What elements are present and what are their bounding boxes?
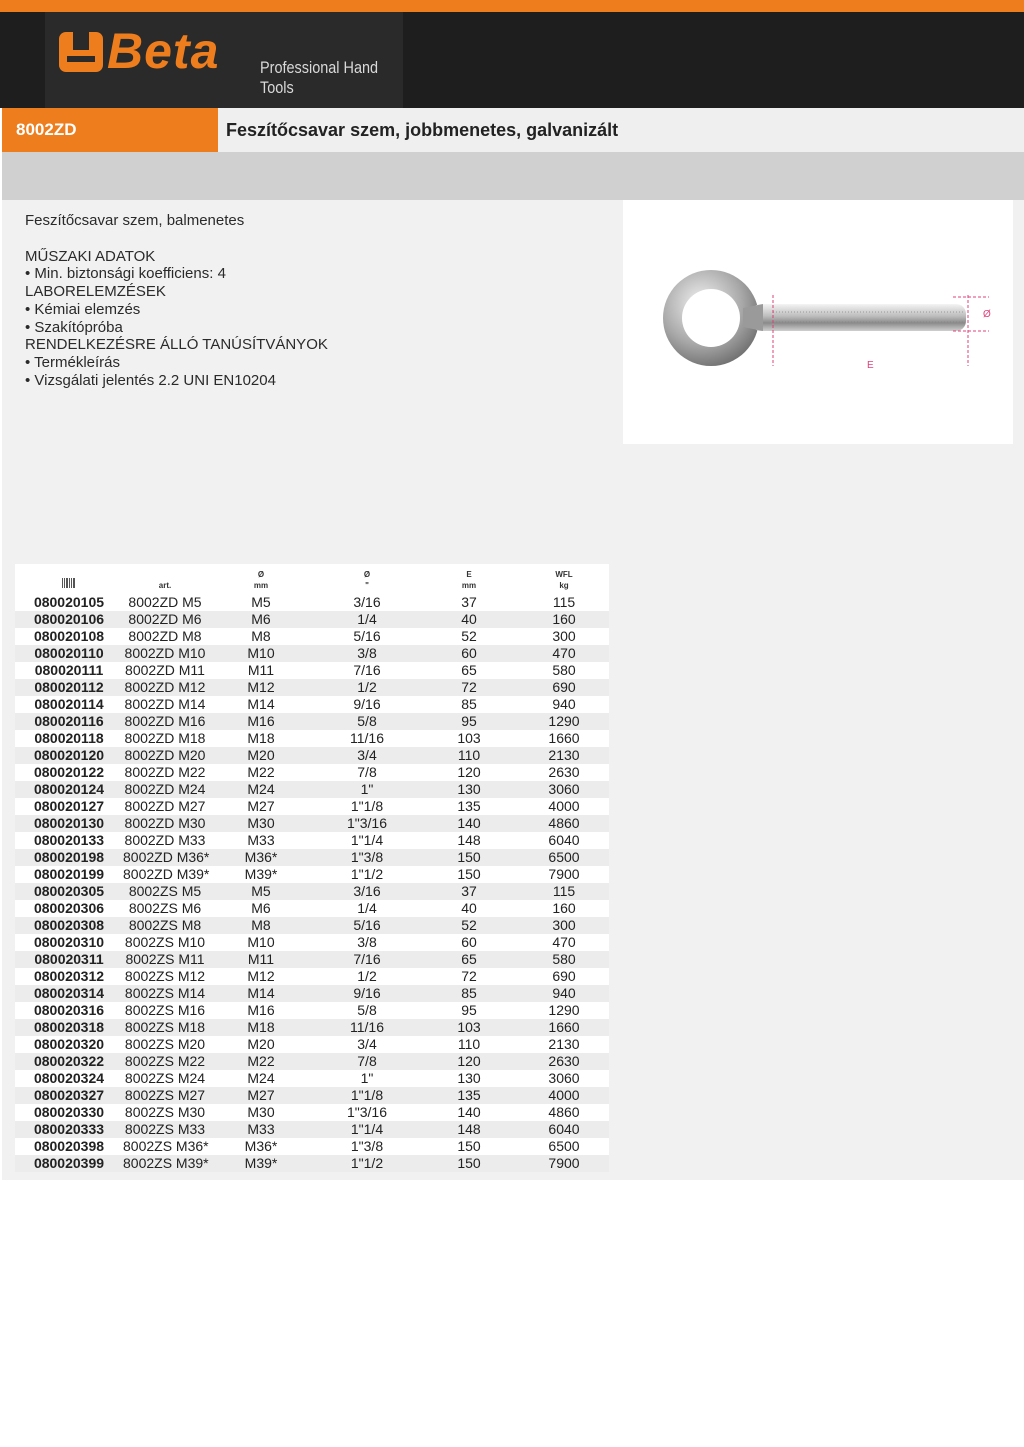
cell-diameter-mm: M12 <box>247 968 275 984</box>
cell-length: 65 <box>461 662 477 678</box>
cell-length: 37 <box>461 594 477 610</box>
cell-diameter-mm: M14 <box>247 985 275 1001</box>
cell-length: 148 <box>457 832 481 848</box>
table-row <box>15 815 609 832</box>
cell-wfl: 1660 <box>548 730 580 746</box>
cell-diameter-mm: M22 <box>247 764 275 780</box>
cell-wfl: 6040 <box>548 1121 580 1137</box>
cell-length: 148 <box>457 1121 481 1137</box>
cell-diameter-inch: 1/4 <box>357 611 377 627</box>
cell-diameter-inch: 1"1/2 <box>350 866 384 882</box>
cell-diameter-inch: 5/16 <box>353 628 381 644</box>
cell-code: 080020398 <box>33 1138 105 1154</box>
cell-code: 080020124 <box>33 781 105 797</box>
cell-wfl: 6040 <box>548 832 580 848</box>
cell-diameter-inch: 3/4 <box>357 1036 377 1052</box>
cell-article: 8002ZD M27 <box>124 798 206 814</box>
cell-article: 8002ZS M22 <box>124 1053 206 1069</box>
cell-diameter-inch: 7/16 <box>353 662 381 678</box>
cell-wfl: 1290 <box>548 713 580 729</box>
cell-wfl: 940 <box>552 696 576 712</box>
table-row <box>15 696 609 713</box>
cell-code: 080020112 <box>34 679 104 695</box>
cell-diameter-mm: M8 <box>251 917 271 933</box>
cell-diameter-inch: 5/16 <box>353 917 381 933</box>
cell-diameter-inch: 3/16 <box>353 594 381 610</box>
barcode-icon <box>62 578 76 588</box>
cell-diameter-mm: M33 <box>247 832 275 848</box>
cell-article: 8002ZD M8 <box>128 628 202 644</box>
product-code-tab <box>2 108 218 152</box>
cell-length: 37 <box>461 883 477 899</box>
cell-code: 080020308 <box>33 917 105 933</box>
table-header-row <box>15 564 609 594</box>
cell-wfl: 580 <box>552 951 576 967</box>
description-line: RENDELKEZÉSRE ÁLLÓ TANÚSÍTVÁNYOK <box>25 336 328 354</box>
cell-diameter-inch: 1"1/8 <box>350 1087 384 1103</box>
cell-article: 8002ZD M20 <box>124 747 206 763</box>
cell-wfl: 1660 <box>548 1019 580 1035</box>
cell-diameter-inch: 1" <box>360 781 374 797</box>
cell-diameter-inch: 1"1/2 <box>350 1155 384 1171</box>
cell-code: 080020310 <box>33 934 105 950</box>
cell-article: 8002ZS M10 <box>124 934 206 950</box>
cell-diameter-mm: M11 <box>247 662 275 678</box>
cell-length: 120 <box>457 1053 481 1069</box>
cell-code: 080020116 <box>34 713 104 729</box>
table-row <box>15 662 609 679</box>
cell-diameter-mm: M8 <box>251 628 271 644</box>
cell-diameter-mm: M16 <box>247 713 275 729</box>
cell-length: 60 <box>461 645 477 661</box>
header-wfl: WFL kg <box>555 570 573 590</box>
cell-diameter-inch: 9/16 <box>353 985 381 1001</box>
eye-bolt-diagram <box>623 200 1013 444</box>
cell-code: 080020118 <box>34 730 104 746</box>
cell-length: 135 <box>457 798 481 814</box>
brand-logo <box>45 12 403 108</box>
cell-diameter-inch: 7/16 <box>353 951 381 967</box>
table-row <box>15 968 609 985</box>
cell-article: 8002ZD M39* <box>123 866 210 882</box>
table-row <box>15 985 609 1002</box>
cell-wfl: 3060 <box>548 1070 580 1086</box>
table-row <box>15 628 609 645</box>
cell-article: 8002ZD M33 <box>124 832 206 848</box>
description-line: • Vizsgálati jelentés 2.2 UNI EN10204 <box>25 371 276 389</box>
cell-diameter-inch: 1/2 <box>357 968 377 984</box>
cell-diameter-mm: M5 <box>251 883 271 899</box>
cell-length: 95 <box>461 1002 477 1018</box>
cell-diameter-inch: 5/8 <box>357 1002 377 1018</box>
table-row <box>15 1053 609 1070</box>
cell-wfl: 2630 <box>548 764 580 780</box>
table-row <box>15 1155 609 1172</box>
cell-code: 080020111 <box>34 662 104 678</box>
cell-article: 8002ZD M5 <box>128 594 202 610</box>
cell-diameter-mm: M18 <box>247 1019 275 1035</box>
cell-wfl: 470 <box>552 934 576 950</box>
cell-diameter-mm: M27 <box>247 798 275 814</box>
cell-diameter-inch: 1"1/4 <box>350 1121 384 1137</box>
cell-wfl: 115 <box>552 594 576 610</box>
table-row <box>15 713 609 730</box>
description-line: • Min. biztonsági koefficiens: 4 <box>25 265 226 283</box>
cell-code: 080020127 <box>33 798 105 814</box>
header-diameter-inch: Ø " <box>363 570 371 590</box>
cell-diameter-inch: 11/16 <box>350 730 384 746</box>
cell-length: 150 <box>457 866 481 882</box>
specification-table <box>15 564 609 1172</box>
cell-diameter-inch: 1"3/16 <box>346 815 387 831</box>
cell-diameter-inch: 1" <box>360 1070 374 1086</box>
cell-diameter-inch: 7/8 <box>357 764 377 780</box>
cell-wfl: 690 <box>552 968 576 984</box>
cell-diameter-inch: 9/16 <box>353 696 381 712</box>
cell-diameter-inch: 3/8 <box>357 645 377 661</box>
cell-wfl: 160 <box>552 611 576 627</box>
cell-code: 080020320 <box>33 1036 105 1052</box>
description-line: LABORELEMZÉSEK <box>25 283 166 301</box>
cell-wfl: 580 <box>552 662 576 678</box>
cell-length: 40 <box>461 900 477 916</box>
product-code: 8002ZD <box>16 120 77 139</box>
cell-diameter-mm: M10 <box>247 934 275 950</box>
cell-code: 080020199 <box>33 866 105 882</box>
cell-length: 103 <box>457 1019 481 1035</box>
cell-article: 8002ZS M6 <box>128 900 202 916</box>
cell-code: 080020133 <box>33 832 105 848</box>
table-row <box>15 866 609 883</box>
cell-length: 40 <box>461 611 477 627</box>
cell-code: 080020312 <box>33 968 105 984</box>
cell-length: 72 <box>461 679 477 695</box>
cell-code: 080020130 <box>33 815 105 831</box>
cell-diameter-mm: M10 <box>247 645 275 661</box>
cell-wfl: 2130 <box>548 747 580 763</box>
cell-article: 8002ZS M20 <box>124 1036 206 1052</box>
cell-diameter-mm: M6 <box>251 611 271 627</box>
cell-diameter-inch: 3/8 <box>357 934 377 950</box>
cell-diameter-mm: M36* <box>244 1138 278 1154</box>
cell-length: 60 <box>461 934 477 950</box>
header-length: E mm <box>461 570 477 590</box>
cell-wfl: 470 <box>552 645 576 661</box>
cell-code: 080020114 <box>34 696 104 712</box>
cell-diameter-mm: M5 <box>251 594 271 610</box>
cell-wfl: 4000 <box>548 1087 580 1103</box>
table-row <box>15 1121 609 1138</box>
cell-article: 8002ZS M18 <box>124 1019 206 1035</box>
table-row <box>15 1002 609 1019</box>
cell-diameter-inch: 1"3/8 <box>350 1138 384 1154</box>
cell-article: 8002ZS M16 <box>124 1002 206 1018</box>
table-row <box>15 747 609 764</box>
cell-diameter-mm: M18 <box>247 730 275 746</box>
cell-article: 8002ZD M12 <box>124 679 206 695</box>
cell-article: 8002ZS M11 <box>125 951 205 967</box>
cell-diameter-mm: M20 <box>247 1036 275 1052</box>
cell-wfl: 1290 <box>548 1002 580 1018</box>
section-divider <box>2 152 1024 200</box>
cell-article: 8002ZD M6 <box>128 611 202 627</box>
cell-code: 080020105 <box>33 594 105 610</box>
cell-diameter-mm: M24 <box>247 1070 275 1086</box>
cell-diameter-inch: 11/16 <box>350 1019 384 1035</box>
cell-length: 150 <box>457 1138 481 1154</box>
cell-length: 72 <box>461 968 477 984</box>
cell-diameter-mm: M22 <box>247 1053 275 1069</box>
table-row <box>15 900 609 917</box>
cell-code: 080020122 <box>33 764 105 780</box>
cell-length: 130 <box>457 1070 481 1086</box>
cell-diameter-inch: 1"3/16 <box>346 1104 387 1120</box>
cell-length: 103 <box>457 730 481 746</box>
cell-article: 8002ZS M36* <box>123 1138 209 1154</box>
description-line: • Szakítópróba <box>25 318 123 336</box>
diameter-label: Ø <box>983 309 991 320</box>
cell-code: 080020106 <box>33 611 105 627</box>
cell-length: 65 <box>461 951 477 967</box>
cell-wfl: 2630 <box>548 1053 580 1069</box>
cell-article: 8002ZD M14 <box>124 696 206 712</box>
brand-name: Beta <box>107 23 220 79</box>
description-intro: Feszítőcsavar szem, balmenetes <box>25 212 245 229</box>
cell-length: 120 <box>457 764 481 780</box>
cell-article: 8002ZD M36* <box>123 849 210 865</box>
cell-diameter-mm: M39* <box>244 866 278 882</box>
cell-length: 150 <box>457 849 481 865</box>
description-line: • Kémiai elemzés <box>25 300 141 318</box>
cell-diameter-inch: 3/4 <box>357 747 377 763</box>
cell-wfl: 4000 <box>548 798 580 814</box>
cell-code: 080020318 <box>33 1019 105 1035</box>
header-diameter-mm: Ø mm <box>253 570 269 590</box>
cell-length: 85 <box>461 696 477 712</box>
cell-article: 8002ZD M30 <box>124 815 206 831</box>
cell-length: 130 <box>457 781 481 797</box>
cell-article: 8002ZD M18 <box>124 730 206 746</box>
cell-article: 8002ZS M33 <box>124 1121 206 1137</box>
cell-code: 080020311 <box>34 951 104 967</box>
length-label: E <box>867 360 874 371</box>
cell-article: 8002ZS M30 <box>124 1104 206 1120</box>
cell-wfl: 300 <box>552 917 576 933</box>
table-row <box>15 730 609 747</box>
cell-diameter-mm: M30 <box>247 815 275 831</box>
cell-wfl: 300 <box>552 628 576 644</box>
cell-wfl: 7900 <box>548 866 580 882</box>
cell-length: 52 <box>461 917 477 933</box>
cell-code: 080020314 <box>33 985 105 1001</box>
cell-code: 080020322 <box>33 1053 105 1069</box>
cell-diameter-mm: M30 <box>247 1104 275 1120</box>
cell-wfl: 4860 <box>548 1104 580 1120</box>
cell-wfl: 6500 <box>548 849 580 865</box>
cell-length: 52 <box>461 628 477 644</box>
cell-diameter-mm: M24 <box>247 781 275 797</box>
cell-diameter-mm: M6 <box>251 900 271 916</box>
cell-diameter-mm: M39* <box>244 1155 278 1171</box>
cell-length: 110 <box>457 1036 481 1052</box>
cell-diameter-mm: M33 <box>247 1121 275 1137</box>
cell-code: 080020198 <box>33 849 105 865</box>
table-row <box>15 1138 609 1155</box>
cell-wfl: 7900 <box>548 1155 580 1171</box>
cell-wfl: 6500 <box>548 1138 580 1154</box>
cell-article: 8002ZS M24 <box>124 1070 206 1086</box>
cell-code: 080020399 <box>33 1155 105 1171</box>
cell-code: 080020327 <box>33 1087 105 1103</box>
cell-diameter-inch: 1"1/4 <box>350 832 384 848</box>
cell-code: 080020306 <box>33 900 105 916</box>
cell-article: 8002ZS M14 <box>124 985 206 1001</box>
cell-article: 8002ZS M39* <box>123 1155 209 1171</box>
table-row <box>15 883 609 900</box>
brand-tagline: Professional Hand Tools <box>260 58 379 97</box>
cell-article: 8002ZS M27 <box>124 1087 206 1103</box>
table-row <box>15 594 609 611</box>
cell-article: 8002ZD M16 <box>124 713 206 729</box>
cell-wfl: 4860 <box>548 815 580 831</box>
cell-length: 110 <box>457 747 481 763</box>
cell-code: 080020333 <box>33 1121 105 1137</box>
table-row <box>15 798 609 815</box>
cell-article: 8002ZD M22 <box>124 764 206 780</box>
cell-length: 95 <box>461 713 477 729</box>
cell-code: 080020108 <box>33 628 105 644</box>
table-row <box>15 832 609 849</box>
cell-article: 8002ZS M5 <box>128 883 202 899</box>
product-description <box>25 212 328 389</box>
table-row <box>15 1070 609 1087</box>
table-row <box>15 934 609 951</box>
cell-code: 080020324 <box>33 1070 105 1086</box>
header-code <box>15 564 123 594</box>
cell-diameter-mm: M11 <box>247 951 275 967</box>
cell-diameter-mm: M14 <box>247 696 275 712</box>
top-accent-stripe <box>0 0 1024 12</box>
table-row <box>15 849 609 866</box>
cell-wfl: 115 <box>552 883 576 899</box>
cell-diameter-mm: M16 <box>247 1002 275 1018</box>
cell-wfl: 940 <box>552 985 576 1001</box>
table-row <box>15 1104 609 1121</box>
cell-length: 85 <box>461 985 477 1001</box>
table-row <box>15 1036 609 1053</box>
table-row <box>15 951 609 968</box>
table-row <box>15 679 609 696</box>
cell-diameter-mm: M20 <box>247 747 275 763</box>
cell-length: 150 <box>457 1155 481 1171</box>
cell-article: 8002ZD M11 <box>125 662 205 678</box>
table-row <box>15 611 609 628</box>
cell-wfl: 690 <box>552 679 576 695</box>
cell-length: 135 <box>457 1087 481 1103</box>
cell-wfl: 3060 <box>548 781 580 797</box>
cell-article: 8002ZD M24 <box>124 781 206 797</box>
table-row <box>15 764 609 781</box>
cell-diameter-inch: 1/2 <box>357 679 377 695</box>
table-row <box>15 781 609 798</box>
cell-wfl: 2130 <box>548 1036 580 1052</box>
cell-diameter-inch: 5/8 <box>357 713 377 729</box>
cell-diameter-mm: M36* <box>244 849 278 865</box>
product-title-bar <box>218 108 1024 152</box>
description-line: MŰSZAKI ADATOK <box>25 247 156 265</box>
cell-article: 8002ZS M8 <box>128 917 202 933</box>
cell-length: 140 <box>457 815 481 831</box>
cell-diameter-mm: M27 <box>247 1087 275 1103</box>
cell-diameter-mm: M12 <box>247 679 275 695</box>
product-image <box>623 200 1013 444</box>
cell-diameter-inch: 1/4 <box>357 900 377 916</box>
cell-diameter-inch: 3/16 <box>353 883 381 899</box>
cell-length: 140 <box>457 1104 481 1120</box>
cell-diameter-inch: 1"1/8 <box>350 798 384 814</box>
cell-wfl: 160 <box>552 900 576 916</box>
table-row <box>15 917 609 934</box>
product-title: Feszítőcsavar szem, jobbmenetes, galvanizált <box>226 120 619 140</box>
cell-code: 080020110 <box>34 645 104 661</box>
description-line: • Termékleírás <box>25 353 121 371</box>
table-row <box>15 1019 609 1036</box>
table-row <box>15 645 609 662</box>
cell-article: 8002ZD M10 <box>124 645 206 661</box>
cell-diameter-inch: 7/8 <box>357 1053 377 1069</box>
cell-code: 080020330 <box>33 1104 105 1120</box>
cell-article: 8002ZS M12 <box>124 968 206 984</box>
cell-diameter-inch: 1"3/8 <box>350 849 384 865</box>
table-row <box>15 1087 609 1104</box>
wrench-logo-icon <box>57 28 105 76</box>
header-article: art. <box>158 581 172 590</box>
cell-code: 080020305 <box>33 883 105 899</box>
cell-code: 080020316 <box>33 1002 105 1018</box>
cell-code: 080020120 <box>33 747 105 763</box>
